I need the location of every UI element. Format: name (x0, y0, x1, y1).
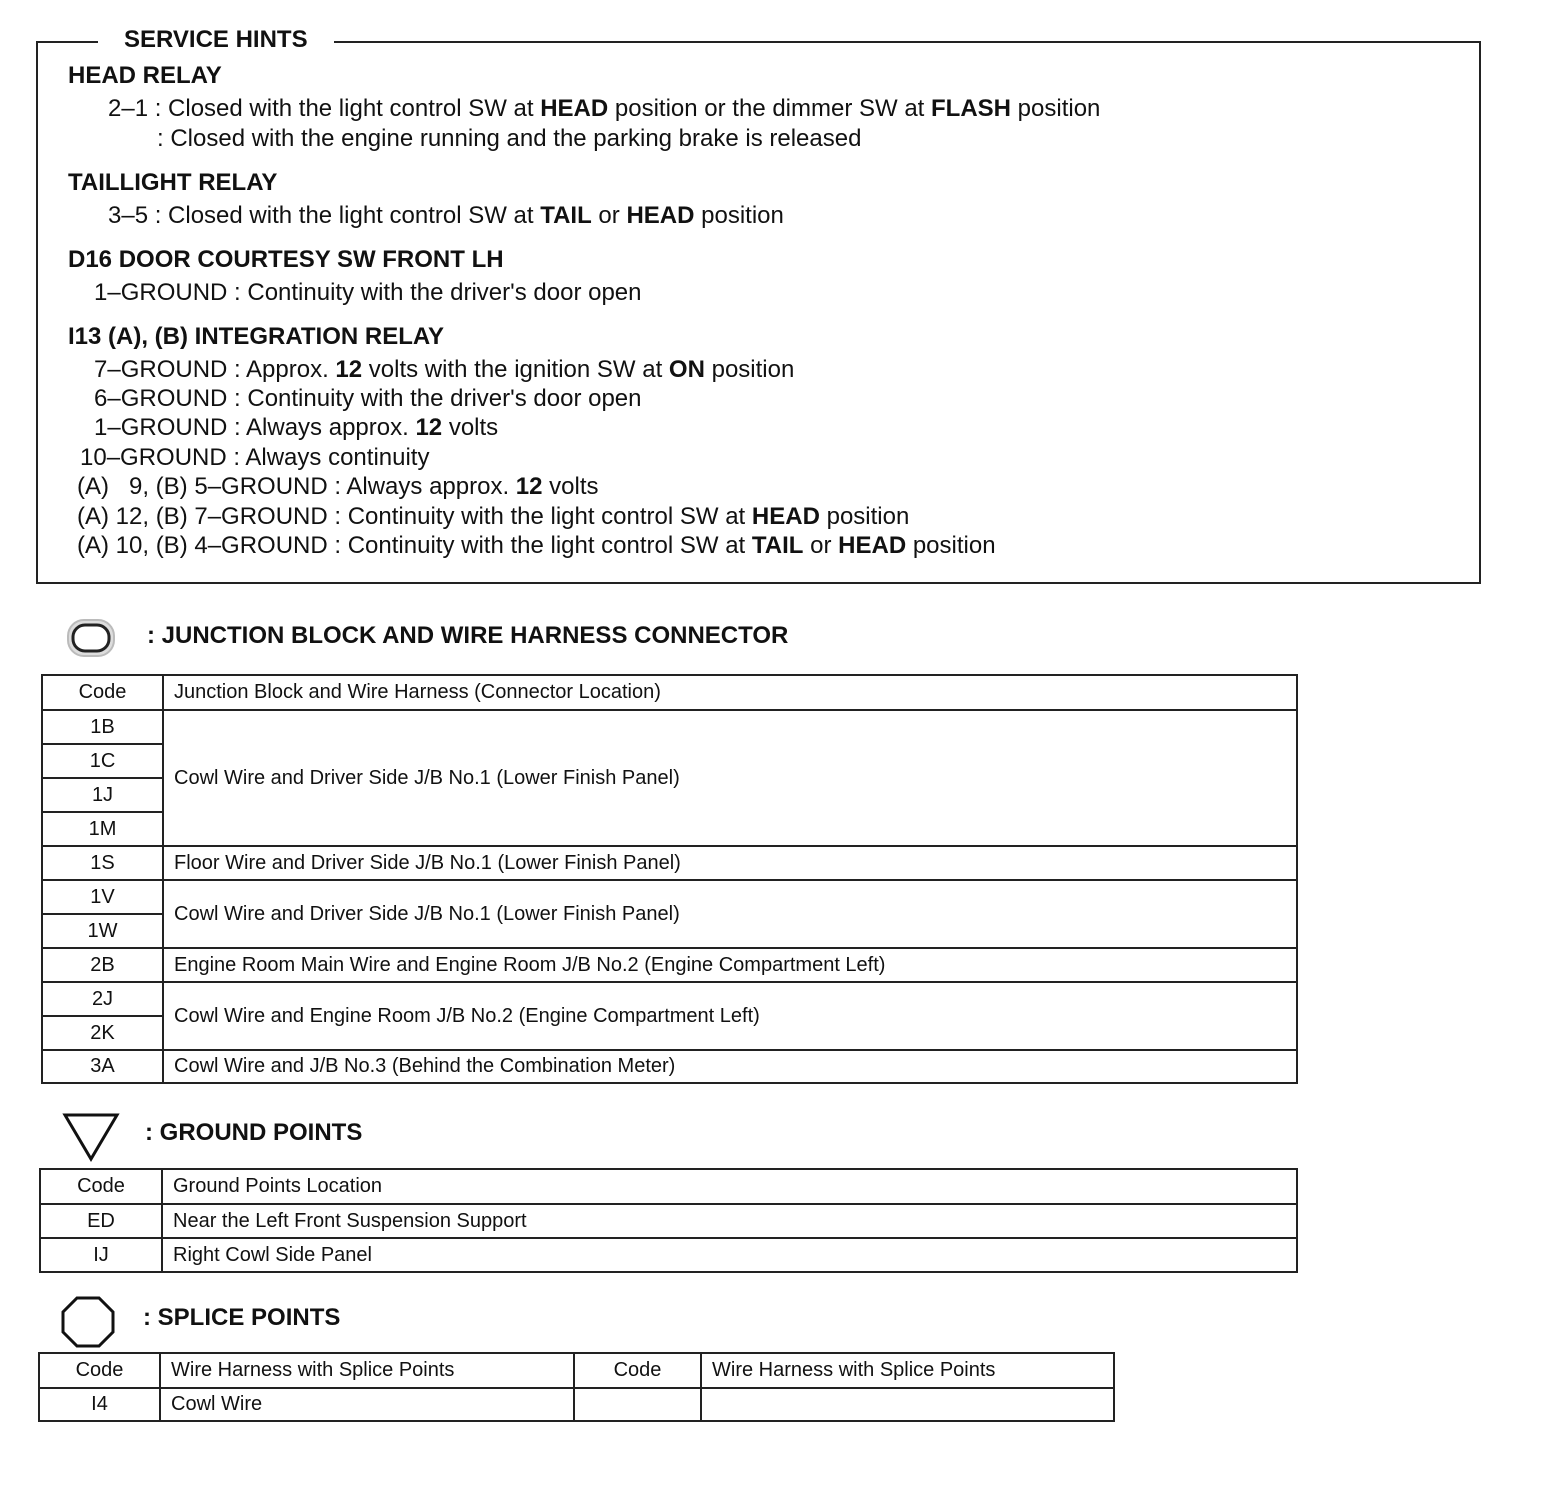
hint-line: 3–5 : Closed with the light control SW at TAIL or HEAD position (108, 202, 784, 229)
code-header: Code (40, 1169, 162, 1204)
taillight-relay-heading: TAILLIGHT RELAY (68, 169, 278, 196)
desc-cell: Cowl Wire (160, 1388, 574, 1421)
desc-cell: Cowl Wire and Driver Side J/B No.1 (Lower Finish Panel) (163, 710, 1297, 846)
table-row (40, 1238, 1297, 1272)
table-row (42, 880, 1297, 914)
hint-line: 2–1 : Closed with the light control SW at HEAD position or the dimmer SW at FLASH position (108, 95, 1101, 122)
desc-cell: Cowl Wire and Driver Side J/B No.1 (Lower Finish Panel) (163, 880, 1297, 948)
table-row (39, 1388, 1114, 1421)
hint-line: : Closed with the engine running and the parking brake is released (157, 125, 862, 152)
hint-line: 1–GROUND : Continuity with the driver's door open (94, 279, 642, 306)
code-cell: 3A (42, 1050, 163, 1083)
hint-line: 10–GROUND : Always continuity (80, 444, 430, 471)
integration-relay-heading: I13 (A), (B) INTEGRATION RELAY (68, 323, 445, 350)
ground-table (39, 1168, 1298, 1273)
code-cell: 1C (42, 744, 163, 778)
door-courtesy-heading: D16 DOOR COURTESY SW FRONT LH (68, 246, 504, 273)
ground-heading: : GROUND POINTS (145, 1119, 363, 1146)
ground-triangle-icon (62, 1112, 120, 1162)
code-cell: 1W (42, 914, 163, 948)
table-row (42, 1050, 1297, 1083)
table-row (42, 948, 1297, 982)
code-cell: IJ (40, 1238, 162, 1272)
code-cell: ED (40, 1204, 162, 1238)
hint-line: (A) 9, (B) 5–GROUND : Always approx. 12 volts (77, 473, 599, 500)
hint-line: 7–GROUND : Approx. 12 volts with the ignition SW at ON position (94, 356, 795, 383)
code-cell: 2B (42, 948, 163, 982)
desc-cell: Cowl Wire and Engine Room J/B No.2 (Engine Compartment Left) (163, 982, 1297, 1050)
code-cell: 1S (42, 846, 163, 880)
hint-line: 1–GROUND : Always approx. 12 volts (94, 414, 499, 441)
hint-line: (A) 10, (B) 4–GROUND : Continuity with the light control SW at TAIL or HEAD position (77, 532, 996, 559)
junction-connector-icon (66, 618, 118, 658)
code-cell: 2J (42, 982, 163, 1016)
table-header-row (39, 1353, 1114, 1388)
desc-cell: Near the Left Front Suspension Support (162, 1204, 1297, 1238)
code-header: Code (39, 1353, 160, 1388)
desc-cell: Engine Room Main Wire and Engine Room J/B No.2 (Engine Compartment Left) (163, 948, 1297, 982)
splice-heading: : SPLICE POINTS (143, 1304, 341, 1331)
head-relay-heading: HEAD RELAY (68, 62, 222, 89)
table-row (40, 1204, 1297, 1238)
service-hints-title: SERVICE HINTS (98, 26, 334, 54)
desc-header: Wire Harness with Splice Points (701, 1353, 1114, 1388)
hint-line: 6–GROUND : Continuity with the driver's door open (94, 385, 642, 412)
desc-header: Junction Block and Wire Harness (Connector Location) (163, 675, 1297, 710)
desc-cell: Floor Wire and Driver Side J/B No.1 (Lower Finish Panel) (163, 846, 1297, 880)
code-cell: 1B (42, 710, 163, 744)
code-cell: 1V (42, 880, 163, 914)
table-row (42, 982, 1297, 1016)
junction-heading: : JUNCTION BLOCK AND WIRE HARNESS CONNECTOR (147, 622, 789, 649)
splice-octagon-icon (60, 1295, 116, 1349)
code-cell: 2K (42, 1016, 163, 1050)
code-cell: I4 (39, 1388, 160, 1421)
desc-cell: Cowl Wire and J/B No.3 (Behind the Combination Meter) (163, 1050, 1297, 1083)
table-header-row (40, 1169, 1297, 1204)
table-header-row (42, 675, 1297, 710)
desc-cell: Right Cowl Side Panel (162, 1238, 1297, 1272)
hint-line: (A) 12, (B) 7–GROUND : Continuity with the light control SW at HEAD position (77, 503, 910, 530)
junction-table (41, 674, 1298, 1084)
code-cell: 1J (42, 778, 163, 812)
desc-header: Ground Points Location (162, 1169, 1297, 1204)
table-row (42, 846, 1297, 880)
code-header: Code (42, 675, 163, 710)
code-header: Code (574, 1353, 701, 1388)
code-cell: 1M (42, 812, 163, 846)
table-row (42, 710, 1297, 744)
desc-header: Wire Harness with Splice Points (160, 1353, 574, 1388)
splice-table (38, 1352, 1115, 1422)
desc-cell (701, 1388, 1114, 1421)
code-cell (574, 1388, 701, 1421)
